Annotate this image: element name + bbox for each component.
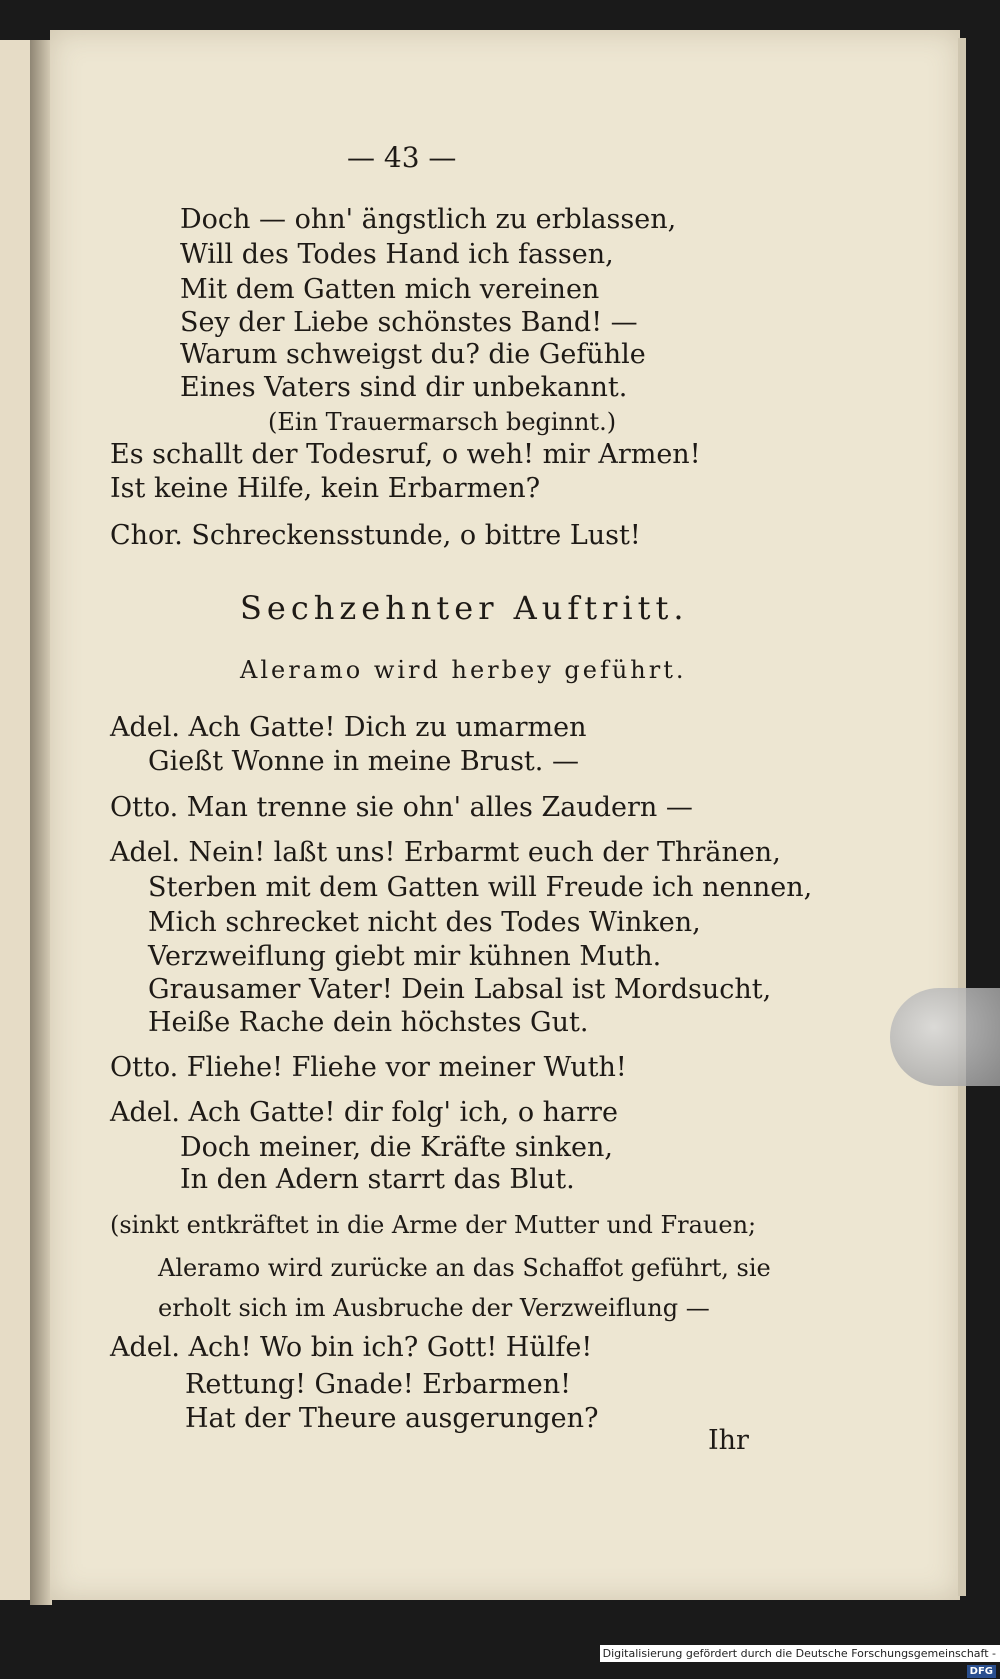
- speaker-line: Adel. Ach! Wo bin ich? Gott! Hülfe!: [110, 1332, 593, 1363]
- speaker-line: Adel. Nein! laßt uns! Erbarmt euch der Thränen,: [110, 837, 781, 868]
- verse-line: Gießt Wonne in meine Brust. —: [148, 746, 579, 777]
- verse-line: Doch meiner, die Kräfte sinken,: [180, 1132, 613, 1163]
- footer-text: Digitalisierung gefördert durch die Deutsche Forschungsgemeinschaft -: [602, 1647, 996, 1660]
- verse-line: Rettung! Gnade! Erbarmen!: [185, 1369, 571, 1400]
- scene-direction: Aleramo wird herbey geführt.: [240, 656, 687, 684]
- verse-line: Mich schrecket nicht des Todes Winken,: [148, 907, 701, 938]
- stage-direction: Aleramo wird zurücke an das Schaffot geführt, sie: [158, 1254, 771, 1282]
- verse-line: Sey der Liebe schönstes Band! —: [180, 307, 638, 338]
- verse-line: Heiße Rache dein höchstes Gut.: [148, 1007, 589, 1038]
- page-edge: [958, 38, 966, 1596]
- stage-direction: (Ein Trauermarsch beginnt.): [268, 408, 617, 436]
- stage-direction: (sinkt entkräftet in die Arme der Mutter und Frauen;: [110, 1211, 757, 1239]
- stage-direction: erholt sich im Ausbruche der Verzweiflung —: [158, 1294, 710, 1322]
- verse-line: Verzweiflung giebt mir kühnen Muth.: [148, 941, 662, 972]
- verse-line: In den Adern starrt das Blut.: [180, 1164, 575, 1195]
- dfg-logo: DFG: [967, 1665, 996, 1678]
- verse-line: Ist keine Hilfe, kein Erbarmen?: [110, 473, 541, 504]
- speaker-line: Otto. Fliehe! Fliehe vor meiner Wuth!: [110, 1052, 627, 1083]
- speaker-line: Chor. Schreckensstunde, o bittre Lust!: [110, 520, 641, 551]
- digitization-footer: [600, 1645, 1000, 1677]
- page-tab-marker: [890, 988, 1000, 1086]
- verse-line: Eines Vaters sind dir unbekannt.: [180, 372, 628, 403]
- verse-line: Hat der Theure ausgerungen?: [185, 1403, 599, 1434]
- verse-line: Warum schweigst du? die Gefühle: [180, 339, 646, 370]
- verse-line: Grausamer Vater! Dein Labsal ist Mordsucht,: [148, 974, 772, 1005]
- verse-line: Doch — ohn' ängstlich zu erblassen,: [180, 204, 677, 235]
- page-number: — 43 —: [347, 141, 457, 174]
- book-gutter: [30, 40, 52, 1605]
- speaker-line: Adel. Ach Gatte! Dich zu umarmen: [110, 712, 587, 743]
- speaker-line: Adel. Ach Gatte! dir folg' ich, o harre: [110, 1097, 618, 1128]
- verse-line: Sterben mit dem Gatten will Freude ich nennen,: [148, 872, 813, 903]
- verse-line: Es schallt der Todesruf, o weh! mir Armen!: [110, 439, 701, 470]
- verse-line: Mit dem Gatten mich vereinen: [180, 274, 600, 305]
- scene-heading: Sechzehnter Auftritt.: [240, 589, 689, 627]
- verse-line: Will des Todes Hand ich fassen,: [180, 239, 614, 270]
- speaker-line: Otto. Man trenne sie ohn' alles Zaudern —: [110, 792, 693, 823]
- catchword: Ihr: [708, 1425, 749, 1456]
